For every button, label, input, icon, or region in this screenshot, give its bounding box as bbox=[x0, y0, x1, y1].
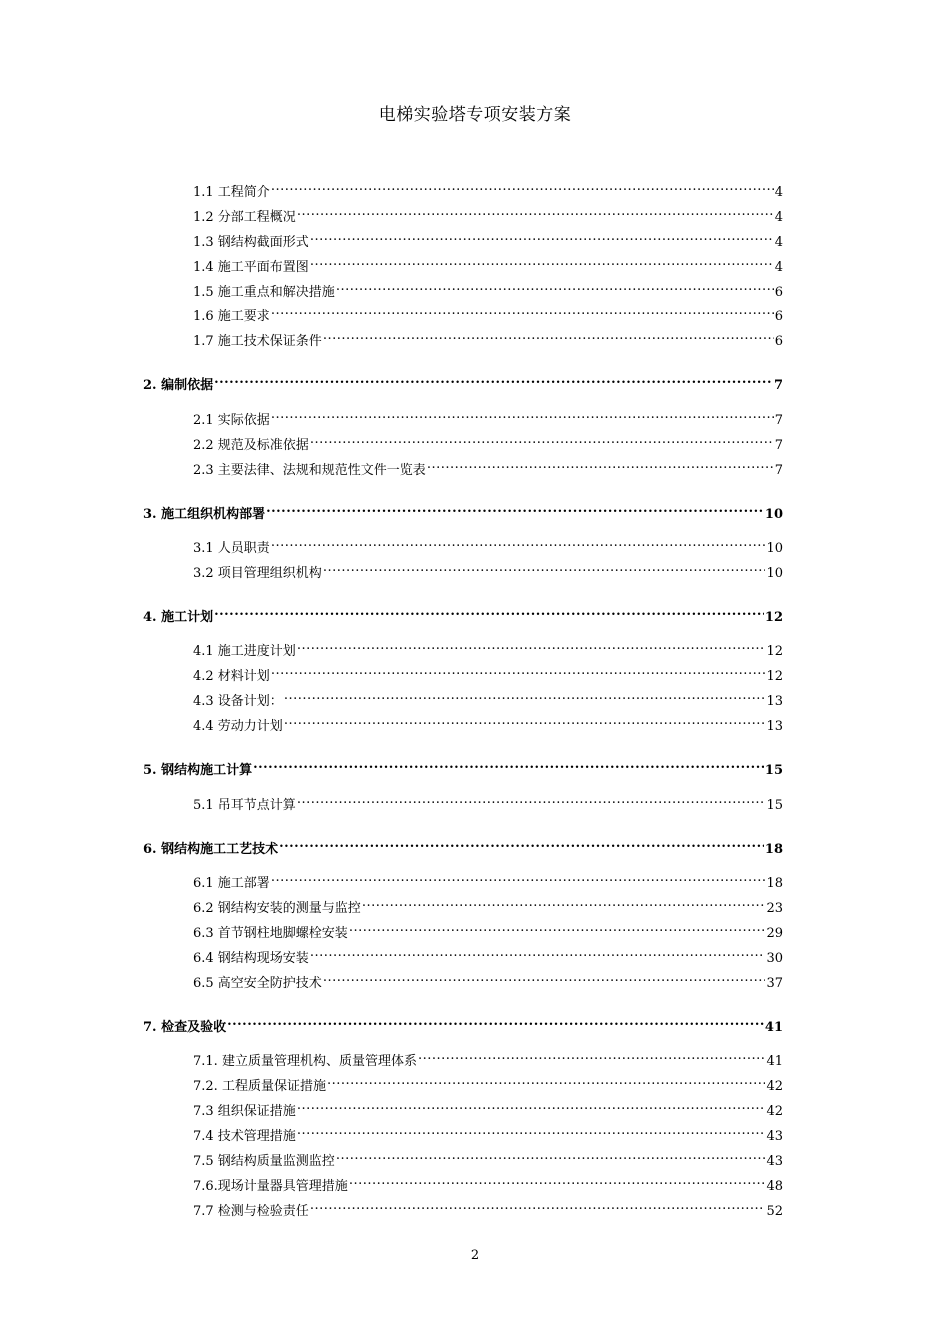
toc-dot-leader bbox=[271, 302, 774, 320]
toc-entry-page: 4 bbox=[774, 185, 783, 200]
toc-chapter-entry[interactable] bbox=[143, 1013, 783, 1035]
toc-section-entry[interactable] bbox=[193, 1122, 783, 1144]
toc-dot-leader bbox=[297, 203, 774, 221]
toc-entry-label: 7.6.现场计量器具管理措施 bbox=[193, 1179, 348, 1194]
toc-section-entry[interactable] bbox=[193, 1172, 783, 1194]
toc-dot-leader bbox=[253, 756, 764, 774]
toc-section-entry[interactable] bbox=[193, 1047, 783, 1069]
toc-section-entry[interactable] bbox=[193, 178, 783, 200]
toc-entry-label: 7.2. 工程质量保证措施 bbox=[193, 1079, 326, 1094]
toc-dot-leader bbox=[297, 1122, 766, 1140]
toc-section-entry[interactable] bbox=[193, 1072, 783, 1094]
toc-entry-page: 37 bbox=[766, 976, 783, 991]
toc-entry-label: 4.4 劳动力计划 bbox=[193, 719, 283, 734]
toc-entry-label: 6.3 首节钢柱地脚螺栓安装 bbox=[193, 926, 348, 941]
toc-entry-page: 10 bbox=[766, 541, 783, 556]
toc-dot-leader bbox=[310, 228, 774, 246]
toc-section-entry[interactable] bbox=[193, 662, 783, 684]
toc-entry-page: 7 bbox=[773, 378, 783, 393]
toc-entry-page: 43 bbox=[766, 1154, 783, 1169]
toc-entry-label: 1.4 施工平面布置图 bbox=[193, 260, 309, 275]
toc-entry-page: 6 bbox=[774, 309, 783, 324]
toc-entry-label: 2.3 主要法律、法规和规范性文件一览表 bbox=[193, 463, 426, 478]
toc-entry-label: 7.7 检测与检验责任 bbox=[193, 1204, 309, 1219]
toc-section-entry[interactable] bbox=[193, 203, 783, 225]
toc-entry-label: 1.7 施工技术保证条件 bbox=[193, 334, 322, 349]
toc-entry-label: 1.2 分部工程概况 bbox=[193, 210, 296, 225]
toc-entry-page: 4 bbox=[774, 235, 783, 250]
toc-entry-page: 42 bbox=[766, 1104, 783, 1119]
toc-entry-page: 12 bbox=[766, 669, 783, 684]
toc-entry-page: 4 bbox=[774, 260, 783, 275]
toc-entry-page: 13 bbox=[766, 719, 783, 734]
toc-section-entry[interactable] bbox=[193, 327, 783, 349]
page-number: 2 bbox=[470, 1248, 480, 1263]
toc-dot-leader bbox=[349, 919, 766, 937]
toc-entry-label: 4.1 施工进度计划 bbox=[193, 644, 296, 659]
toc-dot-leader bbox=[323, 969, 766, 987]
toc-section-entry[interactable] bbox=[193, 456, 783, 478]
toc-section-entry[interactable] bbox=[193, 559, 783, 581]
toc-dot-leader bbox=[418, 1047, 766, 1065]
toc-section-entry[interactable] bbox=[193, 278, 783, 300]
toc-dot-leader bbox=[336, 1147, 766, 1165]
toc-entry-page: 12 bbox=[766, 644, 783, 659]
toc-entry-label: 7.3 组织保证措施 bbox=[193, 1104, 296, 1119]
toc-dot-leader bbox=[271, 534, 766, 552]
toc-dot-leader bbox=[349, 1172, 766, 1190]
toc-entry-label: 5. 钢结构施工计算 bbox=[143, 763, 253, 778]
toc-dot-leader bbox=[323, 559, 766, 577]
toc-entry-page: 18 bbox=[764, 842, 783, 857]
toc-entry-page: 48 bbox=[766, 1179, 783, 1194]
toc-dot-leader bbox=[271, 662, 766, 680]
toc-entry-label: 6.5 高空安全防护技术 bbox=[193, 976, 322, 991]
toc-entry-label: 5.1 吊耳节点计算 bbox=[193, 798, 296, 813]
toc-entry-page: 41 bbox=[764, 1020, 783, 1035]
toc-section-entry[interactable] bbox=[193, 919, 783, 941]
toc-entry-page: 6 bbox=[774, 285, 783, 300]
toc-dot-leader bbox=[297, 791, 766, 809]
toc-section-entry[interactable] bbox=[193, 1197, 783, 1219]
toc-entry-page: 12 bbox=[764, 610, 783, 625]
toc-dot-leader bbox=[362, 894, 766, 912]
toc-section-entry[interactable] bbox=[193, 687, 783, 709]
toc-entry-page: 30 bbox=[766, 951, 783, 966]
toc-entry-page: 7 bbox=[774, 463, 783, 478]
toc-section-entry[interactable] bbox=[193, 944, 783, 966]
toc-entry-label: 1.1 工程简介 bbox=[193, 185, 270, 200]
toc-entry-page: 13 bbox=[766, 694, 783, 709]
toc-entry-page: 7 bbox=[774, 438, 783, 453]
toc-dot-leader bbox=[323, 327, 774, 345]
toc-entry-label: 4.3 设备计划： bbox=[193, 694, 283, 709]
toc-entry-label: 3.1 人员职责 bbox=[193, 541, 270, 556]
toc-section-entry[interactable] bbox=[193, 253, 783, 275]
toc-entry-label: 3. 施工组织机构部署 bbox=[143, 507, 266, 522]
toc-section-entry[interactable] bbox=[193, 1147, 783, 1169]
toc-entry-label: 7.4 技术管理措施 bbox=[193, 1129, 296, 1144]
toc-entry-label: 7.1. 建立质量管理机构、质量管理体系 bbox=[193, 1054, 417, 1069]
toc-entry-page: 6 bbox=[774, 334, 783, 349]
toc-entry-label: 2.2 规范及标准依据 bbox=[193, 438, 309, 453]
toc-section-entry[interactable] bbox=[193, 894, 783, 916]
toc-entry-page: 15 bbox=[764, 763, 783, 778]
toc-dot-leader bbox=[310, 944, 766, 962]
toc-entry-page: 7 bbox=[774, 413, 783, 428]
toc-entry-label: 7. 检查及验收 bbox=[143, 1020, 227, 1035]
toc-entry-page: 4 bbox=[774, 210, 783, 225]
toc-dot-leader bbox=[297, 637, 766, 655]
toc-section-entry[interactable] bbox=[193, 228, 783, 250]
toc-section-entry[interactable] bbox=[193, 534, 783, 556]
toc-entry-label: 2.1 实际依据 bbox=[193, 413, 270, 428]
toc-chapter-entry[interactable] bbox=[143, 756, 783, 778]
toc-entry-page: 42 bbox=[766, 1079, 783, 1094]
toc-dot-leader bbox=[214, 603, 764, 621]
toc-dot-leader bbox=[271, 869, 766, 887]
toc-dot-leader bbox=[271, 406, 774, 424]
toc-entry-label: 1.5 施工重点和解决措施 bbox=[193, 285, 335, 300]
toc-entry-label: 1.3 钢结构截面形式 bbox=[193, 235, 309, 250]
toc-entry-label: 7.5 钢结构质量监测监控 bbox=[193, 1154, 335, 1169]
toc-entry-page: 41 bbox=[766, 1054, 783, 1069]
toc-entry-page: 15 bbox=[766, 798, 783, 813]
toc-entry-label: 4. 施工计划 bbox=[143, 610, 214, 625]
toc-entry-label: 6.2 钢结构安装的测量与监控 bbox=[193, 901, 361, 916]
toc-section-entry[interactable] bbox=[193, 969, 783, 991]
toc-entry-label: 6. 钢结构施工工艺技术 bbox=[143, 842, 279, 857]
toc-dot-leader bbox=[327, 1072, 766, 1090]
toc-dot-leader bbox=[271, 178, 774, 196]
toc-entry-page: 29 bbox=[766, 926, 783, 941]
toc-entry-page: 18 bbox=[766, 876, 783, 891]
toc-entry-label: 2. 编制依据 bbox=[143, 378, 214, 393]
toc-dot-leader bbox=[214, 371, 773, 389]
toc-dot-leader bbox=[284, 712, 766, 730]
toc-entry-label: 4.2 材料计划 bbox=[193, 669, 270, 684]
toc-dot-leader bbox=[266, 500, 764, 518]
toc-dot-leader bbox=[227, 1013, 764, 1031]
toc-entry-label: 6.4 钢结构现场安装 bbox=[193, 951, 309, 966]
toc-dot-leader bbox=[284, 687, 766, 705]
toc-section-entry[interactable] bbox=[193, 637, 783, 659]
toc-entry-label: 6.1 施工部署 bbox=[193, 876, 270, 891]
toc-section-entry[interactable] bbox=[193, 869, 783, 891]
toc-section-entry[interactable] bbox=[193, 431, 783, 453]
toc-dot-leader bbox=[310, 431, 774, 449]
toc-dot-leader bbox=[297, 1097, 766, 1115]
toc-entry-page: 10 bbox=[766, 566, 783, 581]
toc-dot-leader bbox=[336, 278, 774, 296]
toc-section-entry[interactable] bbox=[193, 791, 783, 813]
toc-section-entry[interactable] bbox=[193, 712, 783, 734]
toc-entry-page: 52 bbox=[766, 1204, 783, 1219]
toc-section-entry[interactable] bbox=[193, 1097, 783, 1119]
toc-dot-leader bbox=[279, 835, 764, 853]
toc-dot-leader bbox=[310, 253, 774, 271]
toc-entry-label: 3.2 项目管理组织机构 bbox=[193, 566, 322, 581]
toc-chapter-entry[interactable] bbox=[143, 835, 783, 857]
toc-entry-page: 23 bbox=[766, 901, 783, 916]
toc-entry-page: 10 bbox=[764, 507, 783, 522]
document-header-title: 电梯实验塔专项安装方案 bbox=[378, 105, 572, 125]
toc-chapter-entry[interactable] bbox=[143, 371, 783, 393]
toc-dot-leader bbox=[310, 1197, 766, 1215]
toc-entry-label: 1.6 施工要求 bbox=[193, 309, 270, 324]
toc-section-entry[interactable] bbox=[193, 406, 783, 428]
toc-section-entry[interactable] bbox=[193, 302, 783, 324]
toc-chapter-entry[interactable] bbox=[143, 603, 783, 625]
toc-entry-page: 43 bbox=[766, 1129, 783, 1144]
toc-dot-leader bbox=[427, 456, 774, 474]
toc-chapter-entry[interactable] bbox=[143, 500, 783, 522]
